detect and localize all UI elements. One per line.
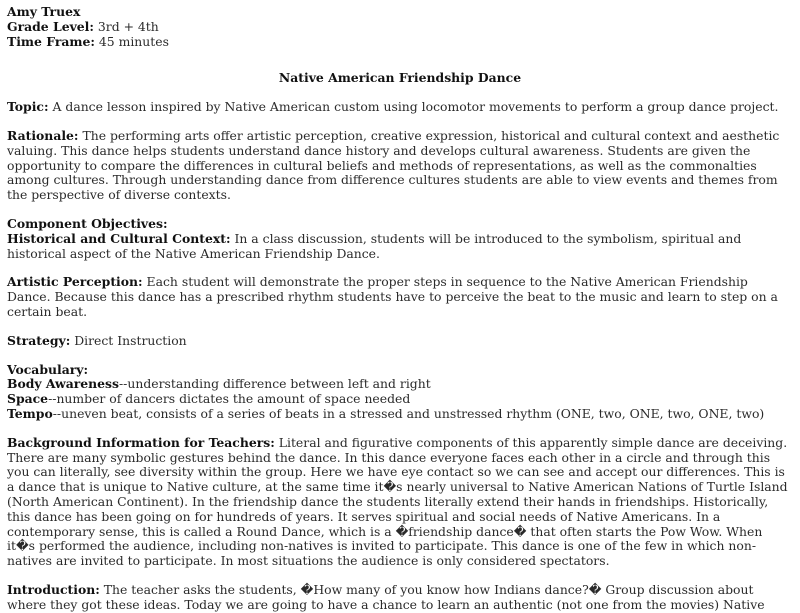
grade-level xyxy=(7,20,793,35)
vocab-item-body-awareness xyxy=(7,376,431,391)
objectives-section xyxy=(7,217,793,261)
grade-level-label: Grade Level: xyxy=(7,18,94,34)
rationale-section xyxy=(7,129,793,203)
author-name: Amy Truex xyxy=(7,4,81,19)
vocabulary-heading: Vocabulary: xyxy=(7,361,89,377)
historical-context-label: Historical and Cultural Context: xyxy=(7,230,231,246)
strategy-text: Direct Instruction xyxy=(70,332,187,348)
vocab-definition: --number of dancers dictates the amount of space needed xyxy=(48,391,411,407)
background-label: Background Information for Teachers: xyxy=(7,434,275,450)
strategy-label: Strategy: xyxy=(7,332,71,348)
historical-context-text: In a class discussion, students will be introduced to the symbolism, spiritual and historical aspect of the Native American Friendship Dance. xyxy=(7,230,742,261)
artistic-perception-text: Each student will demonstrate the proper steps in sequence to the Native American Friendship Dance. Because this dance has a prescribed rhythm students have to perceive the beat to the music and learn to step on a certain beat. xyxy=(7,274,778,319)
introduction-label: Introduction: xyxy=(7,581,100,597)
background-section xyxy=(7,436,793,569)
document-title: Native American Friendship Dance xyxy=(278,70,522,86)
objectives-heading: Component Objectives: xyxy=(7,215,168,231)
artistic-perception-section xyxy=(7,275,793,319)
topic-text: A dance lesson inspired by Native American custom using locomotor movements to perform a group dance project. xyxy=(48,99,779,115)
time-frame-value: 45 minutes xyxy=(94,33,169,49)
vocab-term: Tempo xyxy=(7,405,53,421)
vocab-definition: --understanding difference between left and right xyxy=(118,376,431,392)
vocab-definition: --uneven beat, consists of a series of beats in a stressed and unstressed rhythm (ONE, two, ONE, two, ONE, two) xyxy=(52,405,765,421)
vocab-term: Body Awareness xyxy=(7,376,119,392)
background-text: Literal and figurative components of this apparently simple dance are deceiving. There are many symbolic gestures behind the dance. In this dance everyone faces each other in a circle and through this you can literally, see diversity within the group. Here we have eye contact so we can see and accept our differences. This is a dance that is unique to Native culture, at the same time it�s nearly universal to Native American Nations of Turtle Island (North American Continent). In the friendship dance the students literally extend their hands in friendships. Historically, this dance has been going on for hundreds of years. It serves spiritual and social needs of Native Americans. In a contemporary sense, this is called a Round Dance, which is a �friendship dance� that often starts the Pow Wow. When it�s performed the audience, including non-natives is invited to participate. This dance is one of the few in which non-natives are invited to participate. In most situations the audience is only considered spectators. xyxy=(7,434,788,569)
rationale-text: The performing arts offer artistic perception, creative expression, historical and cultural context and aesthetic valuing. This dance helps students understand dance history and develops cultural awareness. Students are given the opportunity to compare the differences in cultural beliefs and methods of representations, as well as the commonalties among cultures. Through understanding dance from difference cultures students are able to view events and themes from the perspective of diverse contexts. xyxy=(7,127,780,203)
vocab-item-space xyxy=(7,391,410,406)
rationale-label: Rationale: xyxy=(7,127,79,143)
artistic-perception-label: Artistic Perception: xyxy=(7,274,143,290)
introduction-section xyxy=(7,583,793,613)
vocab-term: Space xyxy=(7,391,49,407)
grade-level-value: 3rd + 4th xyxy=(93,18,159,34)
strategy-section xyxy=(7,334,793,349)
topic-section xyxy=(7,100,793,115)
vocabulary-section xyxy=(7,363,793,422)
topic-label: Topic: xyxy=(7,99,49,115)
vocab-item-tempo xyxy=(7,406,764,421)
time-frame-label: Time Frame: xyxy=(7,33,95,49)
time-frame xyxy=(7,35,793,50)
introduction-text: The teacher asks the students, �How many of you know how Indians dance?� Group discussion about where they got these ideas. Today we are going to have a chance to learn an authentic (not one from the movies) Native xyxy=(7,581,765,612)
